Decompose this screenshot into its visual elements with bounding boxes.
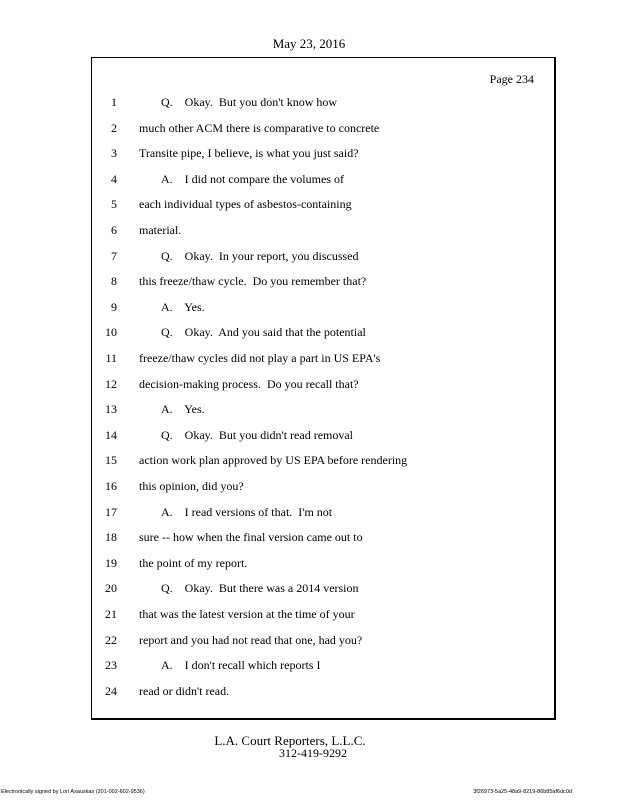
line-number: 20: [105, 581, 117, 596]
line-text: the point of my report.: [139, 555, 248, 570]
line-number: 18: [105, 530, 117, 545]
line-number: 10: [105, 325, 117, 340]
line-text: report and you had not read that one, had you?: [139, 632, 363, 647]
line-number: 9: [111, 299, 117, 314]
transcript-line: [92, 218, 554, 243]
transcript-line: [92, 423, 554, 448]
transcript-line: [92, 551, 554, 576]
line-number: 13: [105, 402, 117, 417]
line-text: Q. Okay. But you didn't read removal: [161, 427, 354, 442]
line-text: this opinion, did you?: [139, 479, 244, 493]
line-number: 15: [105, 453, 117, 468]
transcript-line: [92, 500, 554, 525]
line-text: Q. Okay. But there was a 2014 version: [161, 581, 359, 596]
electronic-signature: Electronically signed by Lori Asauskas (201-002-602-9536): [1, 789, 145, 795]
transcript-line: [92, 397, 554, 422]
line-number: 1: [111, 95, 117, 109]
line-text: material.: [139, 223, 182, 237]
line-number: 19: [105, 555, 117, 570]
transcript-line: [92, 679, 554, 704]
reporter-agency: L.A. Court Reporters, L.L.C.: [214, 733, 366, 748]
transcript-date: May 23, 2016: [272, 36, 346, 51]
line-text: sure -- how when the final version came out to: [139, 530, 363, 545]
transcript-line: [92, 346, 554, 371]
line-text: Q. Okay. And you said that the potential: [161, 325, 366, 340]
transcript-line: [92, 576, 554, 601]
transcript-page: [91, 57, 556, 720]
transcript-line: [92, 448, 554, 473]
line-text: decision-making process. Do you recall that?: [139, 376, 359, 391]
transcript-line: [92, 116, 554, 141]
line-text: A. Yes.: [161, 299, 205, 314]
line-text: A. Yes.: [161, 402, 205, 417]
reporter-phone: 312-419-9292: [279, 746, 347, 760]
line-text: that was the latest version at the time of your: [139, 607, 355, 621]
transcript-line: [92, 320, 554, 345]
line-text: each individual types of asbestos-containing: [139, 197, 352, 212]
line-number: 5: [111, 197, 117, 212]
transcript-line: [92, 167, 554, 192]
line-number: 17: [105, 504, 117, 519]
transcript-line: [92, 602, 554, 627]
transcript-line: [92, 628, 554, 653]
line-number: 22: [105, 632, 117, 647]
line-number: 8: [111, 274, 117, 289]
line-number: 7: [111, 248, 117, 263]
line-number: 2: [111, 120, 117, 135]
line-text: A. I did not compare the volumes of: [161, 171, 344, 186]
line-text: Transite pipe, I believe, is what you just said?: [139, 146, 359, 161]
line-text: Q. Okay. But you don't know how: [161, 95, 338, 109]
transcript-line: [92, 192, 554, 217]
line-number: 23: [105, 658, 117, 673]
line-number: 3: [111, 146, 117, 161]
line-number: 21: [105, 607, 117, 621]
line-text: freeze/thaw cycles did not play a part in US EPA's: [139, 351, 381, 365]
transcript-line: [92, 141, 554, 166]
line-text: read or didn't read.: [139, 683, 230, 698]
line-number: 6: [111, 223, 117, 237]
transcript-line: [92, 525, 554, 550]
line-text: this freeze/thaw cycle. Do you remember that?: [139, 274, 367, 289]
transcript-line: [92, 244, 554, 269]
line-number: 12: [105, 376, 117, 391]
transcript-line: [92, 295, 554, 320]
line-text: action work plan approved by US EPA before rendering: [139, 453, 408, 468]
line-number: 4: [111, 171, 117, 186]
line-number: 11: [105, 351, 117, 365]
transcript-line: [92, 372, 554, 397]
document-id: 3f26973-5a25-48a9-8219-86b85af6dc0d: [473, 789, 572, 795]
page-number: Page 234: [489, 72, 534, 86]
transcript-line: [92, 90, 554, 115]
line-text: Q. Okay. In your report, you discussed: [161, 248, 359, 263]
line-text: much other ACM there is comparative to concrete: [139, 120, 380, 135]
line-text: A. I don't recall which reports I: [161, 658, 321, 673]
line-number: 14: [105, 427, 117, 442]
transcript-line: [92, 474, 554, 499]
transcript-line: [92, 269, 554, 294]
line-number: 24: [105, 683, 117, 698]
line-text: A. I read versions of that. I'm not: [161, 504, 333, 519]
line-number: 16: [105, 479, 117, 493]
transcript-line: [92, 653, 554, 678]
